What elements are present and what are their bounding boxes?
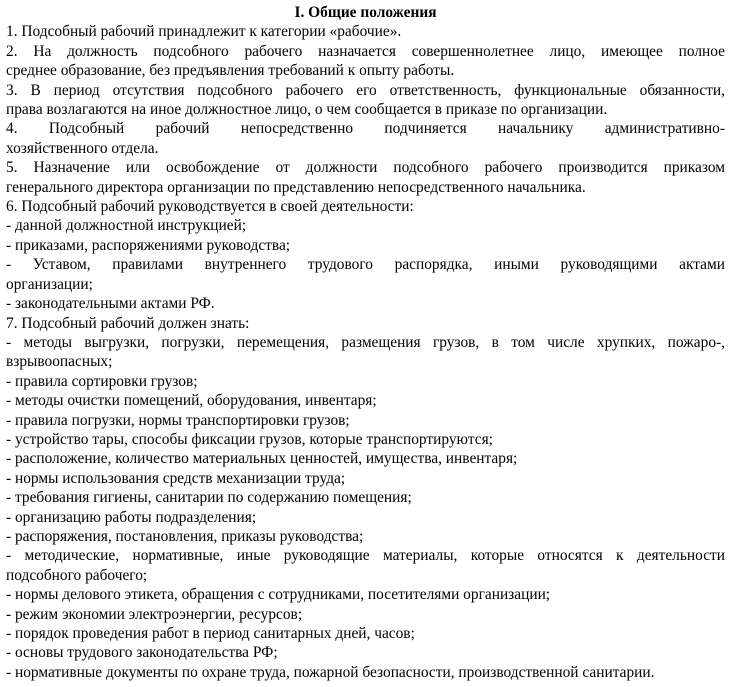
text-line: - данной должностной инструкцией; <box>6 217 247 235</box>
text-line: 4. Подсобный рабочий непосредственно подчиняется начальнику административно- <box>6 120 725 138</box>
text-line: - организацию работы подразделения; <box>6 508 257 526</box>
text-line: - распоряжения, постановления, приказы руководства; <box>6 527 364 545</box>
text-line: 5. Назначение или освобождение от должности подсобного рабочего производится приказом <box>6 159 725 177</box>
text-line: взрывоопасных; <box>6 353 113 371</box>
text-line: - устройство тары, способы фиксации грузов, которые транспортируются; <box>6 430 493 448</box>
text-line: - Уставом, правилами внутреннего трудового распорядка, иными руководящими актами <box>6 256 725 274</box>
text-line: права возлагаются на иное должностное лицо, о чем сообщается в приказе по организации. <box>6 101 608 119</box>
text-line: - требования гигиены, санитарии по содержанию помещения; <box>6 489 412 507</box>
text-line: - нормы использования средств механизации труда; <box>6 469 346 487</box>
text-line: - режим экономии электроэнергии, ресурсов; <box>6 605 303 623</box>
text-line: - нормы делового этикета, обращения с сотрудниками, посетителями организации; <box>6 586 551 604</box>
text-line: - расположение, количество материальных ценностей, имущества, инвентаря; <box>6 450 518 468</box>
text-line: хозяйственного отдела. <box>6 139 159 157</box>
text-line: 2. На должность подсобного рабочего назначается совершеннолетнее лицо, имеющее полное <box>6 42 725 60</box>
text-line: генерального директора организации по представлению непосредственного начальника. <box>6 178 586 196</box>
text-line: 7. Подсобный рабочий должен знать: <box>6 314 250 332</box>
text-line: - правила погрузки, нормы транспортировки грузов; <box>6 411 350 429</box>
text-line: - методические, нормативные, иные руководящие материалы, которые относятся к деятельности <box>6 547 725 565</box>
text-line: 3. В период отсутствия подсобного рабочего его ответственность, функциональные обязанности, <box>6 81 725 99</box>
text-line: 6. Подсобный рабочий руководствуется в своей деятельности: <box>6 198 414 216</box>
text-line: - методы очистки помещений, оборудования, инвентаря; <box>6 392 377 410</box>
text-line: - правила сортировки грузов; <box>6 372 198 390</box>
document-body <box>6 22 725 682</box>
text-line: организации; <box>6 275 93 293</box>
text-line: подсобного рабочего; <box>6 566 148 584</box>
text-line: - методы выгрузки, погрузки, перемещения, размещения грузов, в том числе хрупких, пожаро-, <box>6 333 725 351</box>
text-line: - порядок проведения работ в период санитарных дней, часов; <box>6 625 415 642</box>
text-line: среднее образование, без предъявления требований к опыту работы. <box>6 62 455 80</box>
text-line: 1. Подсобный рабочий принадлежит к категории «рабочие». <box>6 23 402 41</box>
text-line: - основы трудового законодательства РФ; <box>6 644 278 662</box>
text-line: - законодательными актами РФ. <box>6 295 215 313</box>
section-title: I. Общие положения <box>294 4 437 21</box>
text-line: - приказами, распоряжениями руководства; <box>6 236 291 254</box>
text-line: - нормативные документы по охране труда, пожарной безопасности, производственной санитарии. <box>6 663 655 681</box>
